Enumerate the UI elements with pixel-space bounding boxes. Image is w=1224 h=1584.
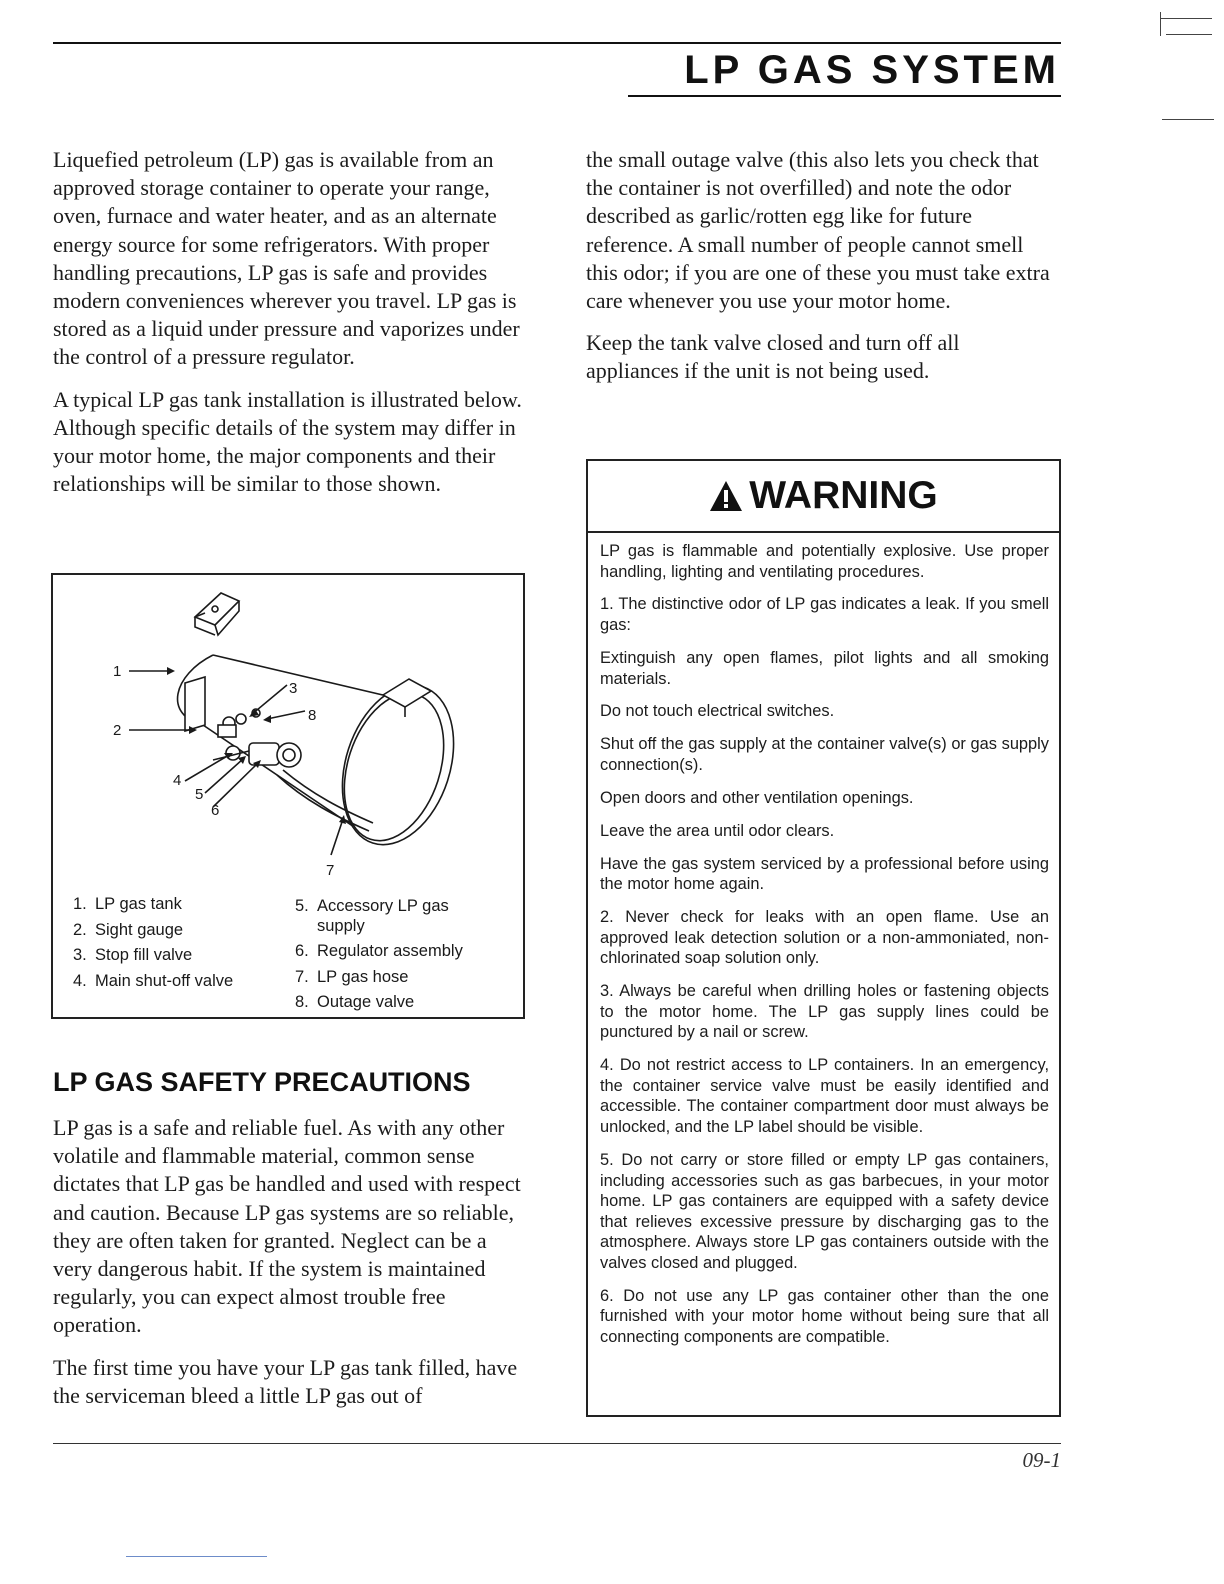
footer-rule (53, 1443, 1061, 1444)
safety-paragraph: LP gas is a safe and reliable fuel. As with any other volatile and flammable material, common sense dictates that LP gas be handled and used with respect and caution. Because LP gas systems are so reliable, they are often taken for granted. Neglect can be a very dangerous habit. If the system is maintained regularly, you can expect almost trouble free operation. (53, 1115, 521, 1338)
warning-item: 3. Always be careful when drilling holes or fastening objects to the motor home. The LP gas supply lines could be punctured by a nail or screw. (600, 982, 1049, 1042)
legend-label: Stop fill valve (95, 946, 193, 964)
warning-item: Shut off the gas supply at the container valve(s) or gas supply connection(s). (600, 735, 1049, 774)
callout-arrow (167, 667, 175, 675)
legend-item (295, 990, 495, 1016)
safety-text (53, 1114, 525, 1410)
warning-item: Do not touch electrical switches. (600, 702, 835, 721)
warning-item: 1. The distinctive odor of LP gas indicates a leak. If you smell gas: (600, 595, 1049, 635)
legend-item (73, 943, 288, 969)
warning-triangle-icon (709, 480, 743, 512)
valve (218, 725, 236, 737)
right-column-text (586, 146, 1056, 386)
callout-line (267, 711, 305, 719)
margin-mark (1162, 119, 1214, 120)
header-title-underline (628, 95, 1061, 97)
legend-item (295, 939, 495, 965)
warning-item: 4. Do not restrict access to LP containers. In an emergency, the container service valve must be easily identified and accessible. The container compartment door must always be unlocked, and the LP label should be visible. (600, 1056, 1049, 1137)
right-paragraph: Keep the tank valve closed and turn off all appliances if the unit is not being used. (586, 330, 960, 384)
legend-number: 3. (73, 946, 87, 964)
callout-label: 8 (308, 707, 317, 724)
legend-item (73, 969, 288, 995)
intro-paragraph: Liquefied petroleum (LP) gas is available from an approved storage container to operate your range, oven, furnace and water heater, and as an alternate energy source for some refrigerators. With proper handling precautions, LP gas is safe and provides modern conveniences wherever you travel. LP gas is stored as a liquid under pressure and vaporizes under the control of a pressure regulator. (53, 147, 520, 370)
warning-item: LP gas is flammable and potentially explosive. Use proper handling, lighting and ventilating procedures. (600, 542, 1049, 581)
callout-line (205, 759, 243, 793)
mounting-bracket (195, 593, 239, 625)
figure-legend-left (73, 892, 288, 994)
margin-mark (1160, 12, 1161, 36)
warning-header (588, 461, 1059, 533)
right-paragraph: the small outage valve (this also lets you check that the container is not overfilled) and note the odor described as garlic/rotten egg like for future reference. A small number of people cannot smell this odor; if you are one of these you must take extra care whenever you use your motor home. (586, 147, 1050, 314)
header-rule-top (53, 42, 1061, 44)
warning-title: WARNING (749, 474, 938, 517)
legend-number: 7. (295, 967, 309, 986)
legend-item (73, 918, 288, 944)
legend-item (295, 965, 495, 991)
margin-mark (1160, 18, 1212, 19)
legend-number: 4. (73, 971, 87, 990)
callout-line (213, 763, 258, 807)
tank-body (213, 655, 383, 695)
sight-gauge (185, 677, 205, 731)
warning-body (600, 541, 1049, 1360)
legend-item (295, 894, 495, 939)
intro-paragraph: A typical LP gas tank installation is illustrated below. Although specific details of the system may differ in your motor home, the major components and their relationships will be similar to those shown. (53, 386, 522, 497)
legend-label: Main shut-off valve (95, 971, 234, 990)
legend-label: LP gas hose (317, 967, 409, 986)
callout-line (331, 819, 343, 855)
callout-arrow (339, 815, 346, 824)
scan-artifact-line (126, 1556, 267, 1557)
lp-tank-illustration (53, 575, 523, 885)
safety-paragraph: The first time you have your LP gas tank filled, have the serviceman bleed a little LP gas out of (53, 1354, 518, 1408)
intro-text (53, 146, 527, 498)
legend-label: Regulator assembly (317, 942, 463, 960)
warning-item: Extinguish any open flames, pilot lights and all smoking materials. (600, 648, 1049, 688)
warning-box (586, 459, 1061, 1417)
warning-item: Open doors and other ventilation openings. (600, 788, 914, 807)
page-number: 09-1 (1022, 1448, 1061, 1472)
figure-legend-right (295, 894, 495, 1016)
regulator (249, 743, 279, 765)
warning-item: Have the gas system serviced by a professional before using the motor home again. (600, 854, 1049, 894)
regulator-dial (277, 743, 301, 767)
legend-number: 8. (295, 993, 309, 1011)
warning-item: 5. Do not carry or store filled or empty LP gas containers, including accessories such as gas barbecues, in your motor home. LP gas containers are equipped with a safety device that relieves excessive pressure by discharging gas to the atmosphere. Always store LP gas containers outside with the valves closed and plugged. (600, 1150, 1049, 1272)
callout-label: 7 (326, 862, 335, 879)
callout-label: 6 (211, 802, 220, 819)
warning-item: 6. Do not use any LP gas container other than the one furnished with your motor home without being sure that all connecting components are compatible. (600, 1286, 1049, 1346)
valve (236, 714, 246, 724)
legend-number: 2. (73, 920, 87, 939)
page-title: LP GAS SYSTEM (684, 48, 1060, 92)
callout-label: 1 (113, 663, 122, 680)
callout-line (251, 685, 287, 715)
safety-heading: LP GAS SAFETY PRECAUTIONS (53, 1067, 471, 1097)
callout-label: 5 (195, 786, 204, 803)
margin-mark (1166, 34, 1212, 35)
legend-label: LP gas tank (95, 895, 182, 913)
callout-label: 2 (113, 722, 122, 739)
warning-item: 2. Never check for leaks with an open flame. Use an approved leak detection solution or a non-ammoniated, non-chlorinated soap solution only. (600, 908, 1049, 968)
legend-item (73, 892, 288, 918)
callout-arrow (263, 715, 271, 723)
warning-item: Leave the area until odor clears. (600, 821, 835, 840)
legend-label: Accessory LP gas supply (317, 897, 449, 935)
callout-label: 3 (289, 680, 298, 697)
callout-label: 4 (173, 772, 182, 789)
legend-label: Outage valve (317, 993, 415, 1011)
legend-number: 1. (73, 895, 87, 913)
legend-number: 5. (295, 897, 309, 915)
legend-number: 6. (295, 942, 309, 960)
lp-tank-figure (51, 573, 525, 1019)
legend-label: Sight gauge (95, 920, 184, 939)
